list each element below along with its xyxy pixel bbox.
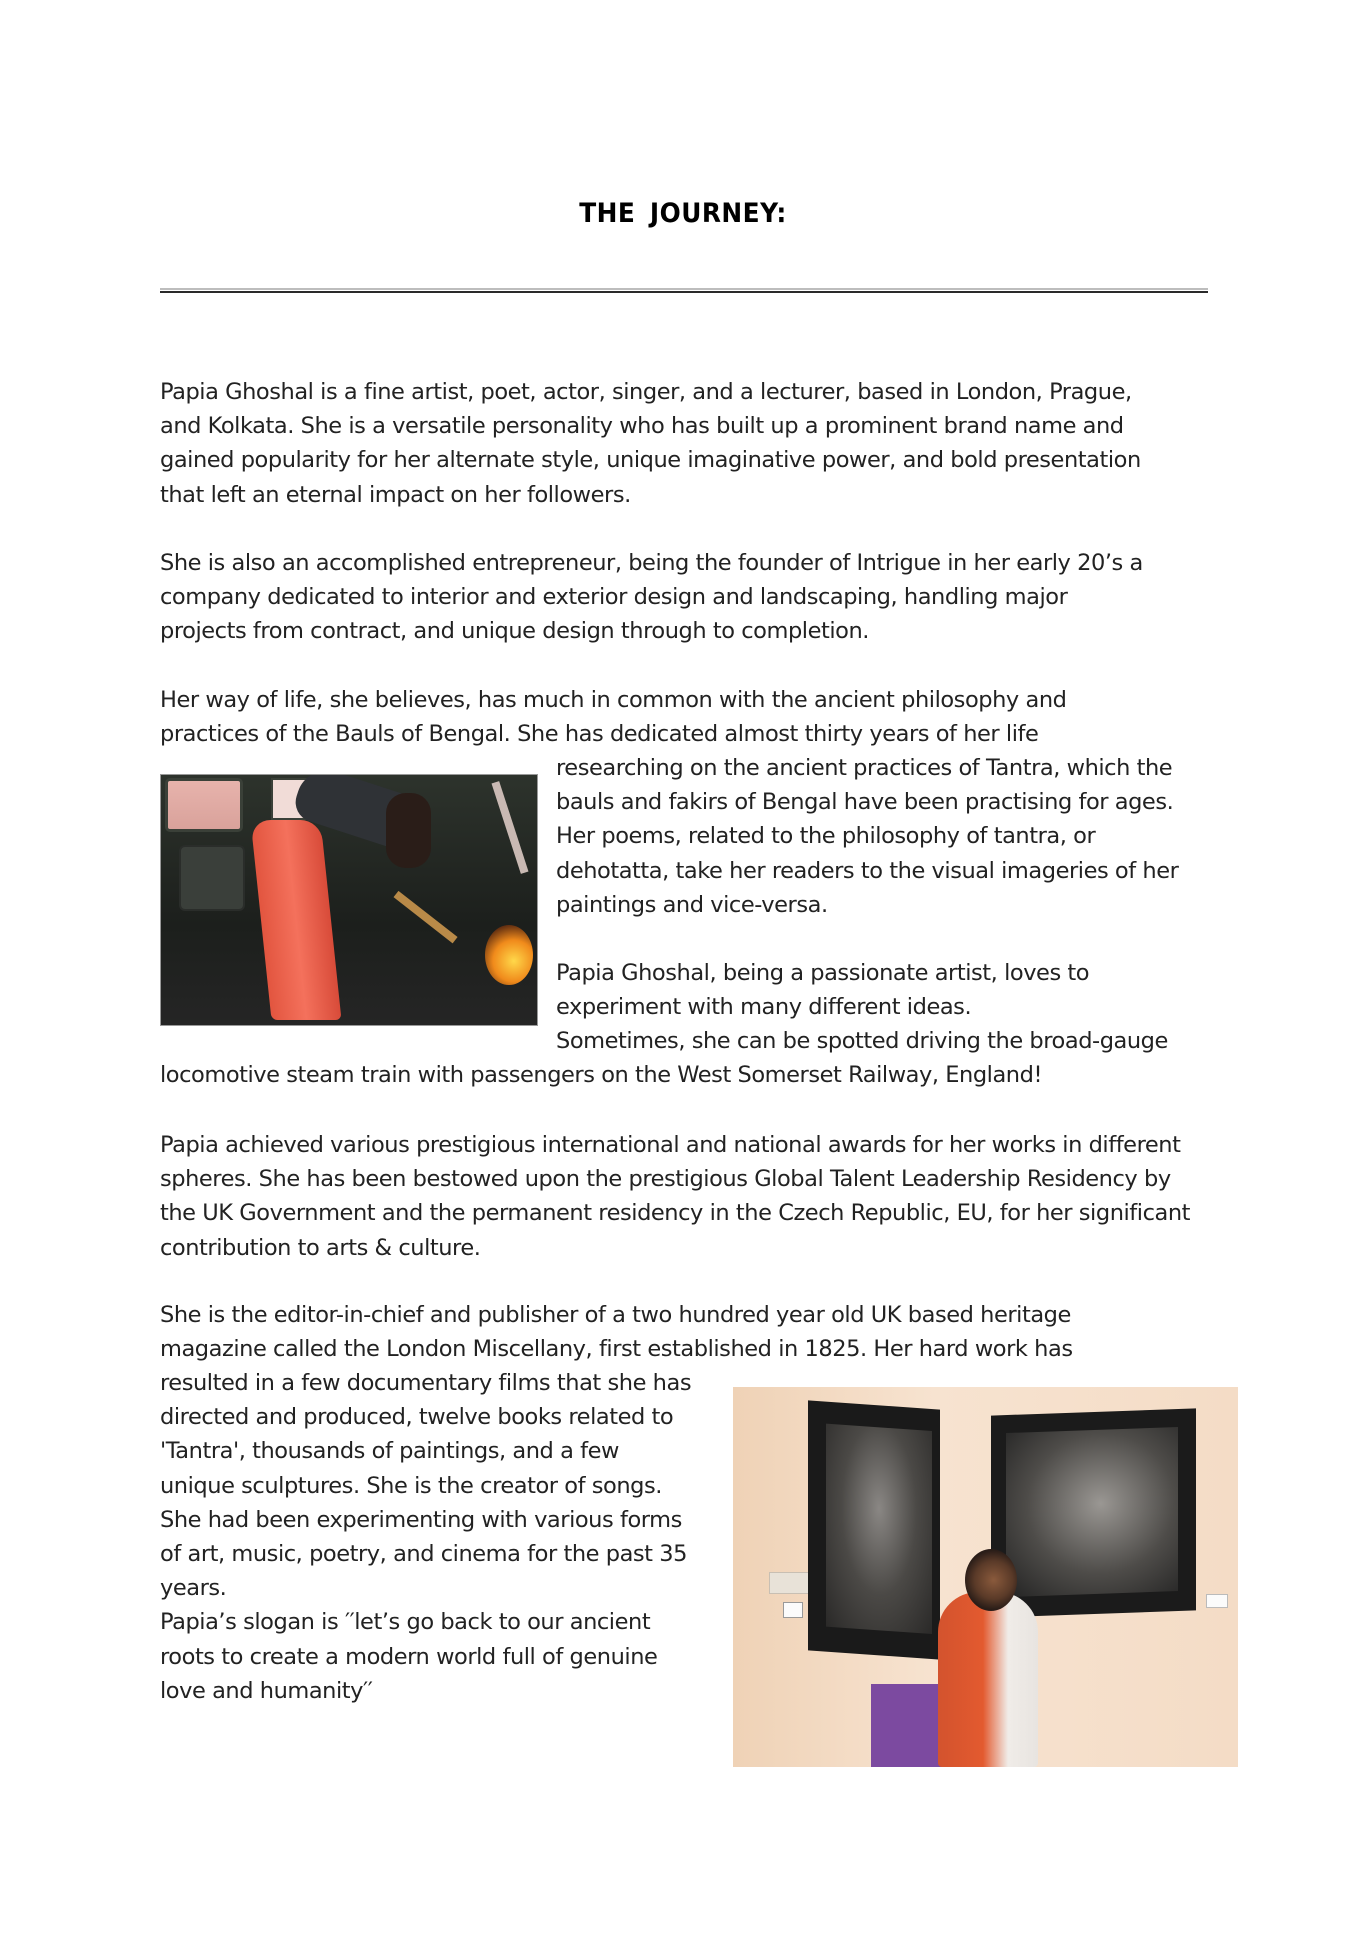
painting-left: [826, 1424, 932, 1634]
steam-pipe: [492, 781, 529, 874]
person-hair: [386, 793, 431, 868]
text-line: Papia Ghoshal, being a passionate artist, loves to: [556, 960, 1090, 986]
text-line: contribution to arts & culture.: [160, 1234, 481, 1261]
text-line: that left an eternal impact on her followers.: [160, 481, 631, 508]
title-divider: [160, 288, 1208, 294]
text-line: resulted in a few documentary films that she has: [160, 1370, 692, 1396]
paragraph-awards: [160, 1128, 1190, 1265]
text-line: Her poems, related to the philosophy of tantra, or: [556, 823, 1096, 850]
artwork-label: [783, 1602, 803, 1618]
text-line: directed and produced, twelve books related to: [160, 1404, 674, 1431]
gallery-photo: [733, 1387, 1238, 1767]
text-line: She had been experimenting with various forms: [160, 1506, 682, 1533]
paragraph-entrepreneur: [160, 546, 1143, 649]
paragraph-philosophy: [160, 683, 1066, 751]
text-line: of art, music, poetry, and cinema for the past 35: [160, 1540, 687, 1567]
page-title: THE JOURNEY:: [579, 198, 787, 229]
shovel: [394, 891, 458, 943]
paragraph-passion: [160, 1058, 1042, 1092]
slogan-line: love and humanity′′: [160, 1677, 373, 1704]
text-line: Papia Ghoshal is a fine artist, poet, actor, singer, and a lecturer, based in London, Prague,: [160, 379, 1132, 405]
paragraph-editor: [160, 1298, 1073, 1366]
painting-right: [1006, 1427, 1178, 1597]
divider-line-light: [160, 288, 1208, 290]
text-line: Her way of life, she believes, has much in common with the ancient philosophy and: [160, 687, 1067, 713]
text-line: 'Tantra', thousands of paintings, and a few: [160, 1438, 619, 1465]
paragraph-passion-wrapped: [556, 956, 1168, 1059]
painting-frame-left: [808, 1400, 940, 1659]
text-line: experiment with many different ideas.: [556, 994, 972, 1021]
text-line: She is also an accomplished entrepreneur, being the founder of Intrigue in her early 20’s a: [160, 550, 1143, 576]
wall-switch: [769, 1572, 809, 1594]
text-line: gained popularity for her alternate style, unique imaginative power, and bold presentation: [160, 447, 1141, 474]
text-line: practices of the Bauls of Bengal. She has dedicated almost thirty years of her life: [160, 721, 1039, 748]
text-line: She is the editor-in-chief and publisher of a two hundred year old UK based heritage: [160, 1302, 1071, 1328]
painting-frame-right: [991, 1408, 1196, 1617]
paragraph-philosophy-wrapped: [556, 751, 1178, 922]
slogan-line: Papia’s slogan is ′′let’s go back to our ancient: [160, 1609, 651, 1636]
text-line: years.: [160, 1575, 227, 1602]
person-head: [965, 1549, 1017, 1611]
person-shawl: [938, 1592, 1038, 1767]
firebox-flame: [485, 925, 533, 985]
text-line: company dedicated to interior and exterior design and landscaping, handling major: [160, 584, 1068, 611]
slogan-line: roots to create a modern world full of genuine: [160, 1643, 658, 1670]
paragraph-intro: [160, 375, 1141, 512]
text-line: dehotatta, take her readers to the visual imageries of her: [556, 857, 1179, 884]
text-line: paintings and vice-versa.: [556, 891, 828, 918]
cab-window: [165, 778, 243, 832]
purple-box: [871, 1684, 946, 1767]
text-line: Sometimes, she can be spotted driving the broad-gauge: [556, 1028, 1168, 1055]
text-line: unique sculptures. She is the creator of songs.: [160, 1472, 662, 1499]
text-line: locomotive steam train with passengers on the West Somerset Railway, England!: [160, 1062, 1043, 1088]
artwork-label: [1206, 1594, 1228, 1608]
cab-seat: [179, 845, 245, 911]
text-line: magazine called the London Miscellany, first established in 1825. Her hard work has: [160, 1336, 1073, 1363]
locomotive-photo: [160, 774, 538, 1026]
paragraph-editor-wrapped: [160, 1366, 691, 1708]
divider-line-dark: [160, 291, 1208, 293]
person-trousers: [250, 820, 341, 1020]
text-line: and Kolkata. She is a versatile personality who has built up a prominent brand name and: [160, 413, 1124, 440]
text-line: researching on the ancient practices of Tantra, which the: [556, 755, 1173, 781]
text-line: Papia achieved various prestigious international and national awards for her works in different: [160, 1132, 1181, 1158]
text-line: the UK Government and the permanent residency in the Czech Republic, EU, for her significant: [160, 1200, 1191, 1227]
text-line: projects from contract, and unique design through to completion.: [160, 618, 869, 645]
text-line: bauls and fakirs of Bengal have been practising for ages.: [556, 789, 1174, 816]
text-line: spheres. She has been bestowed upon the prestigious Global Talent Leadership Residency by: [160, 1166, 1171, 1193]
